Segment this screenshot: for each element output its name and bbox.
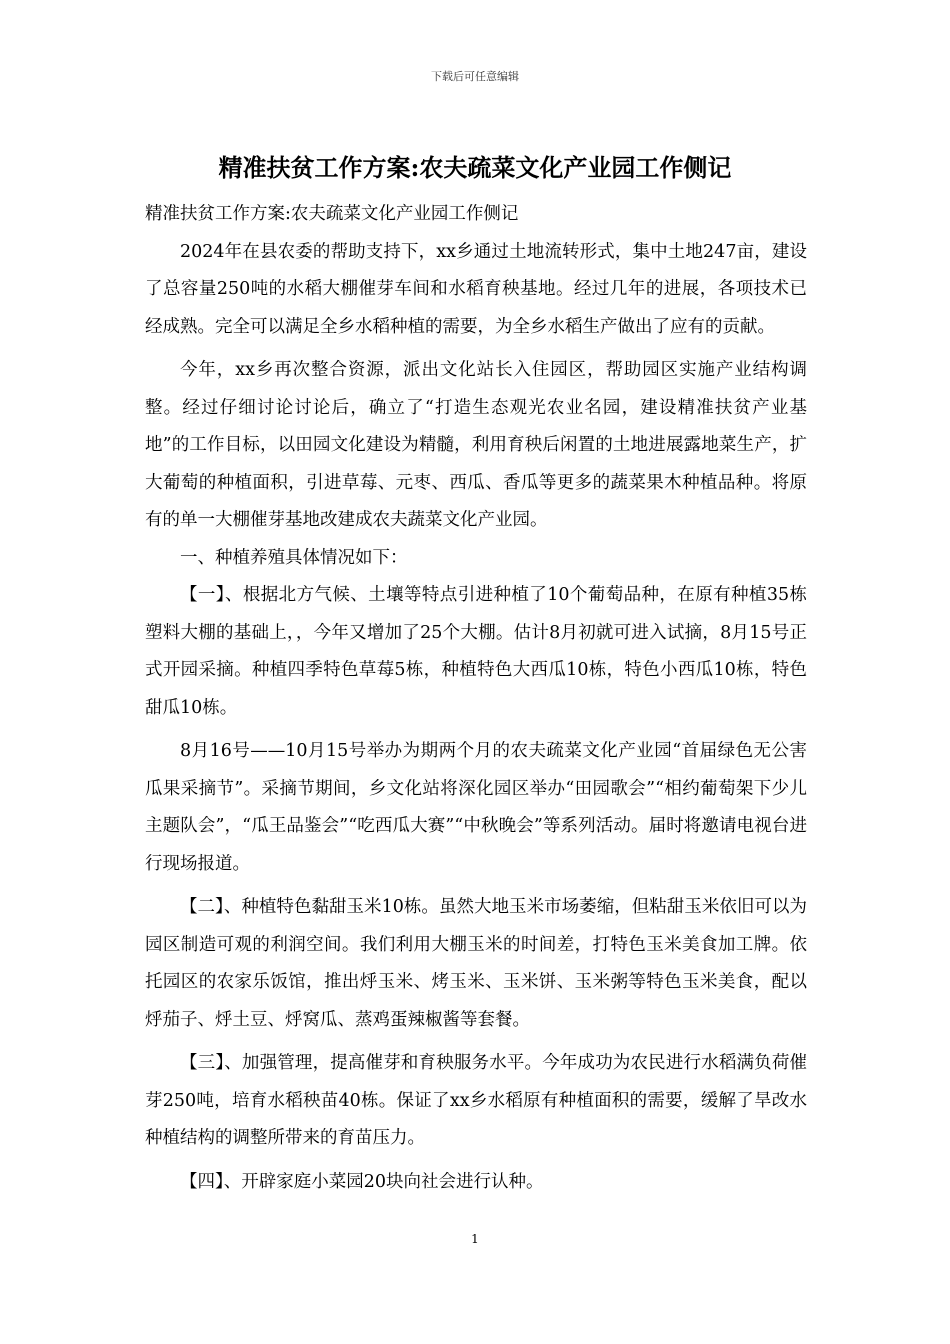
section-heading: 一、种植养殖具体情况如下： [180, 547, 408, 568]
document-title: 精准扶贫工作方案:农夫疏菜文化产业园工作侧记 [218, 153, 732, 182]
paragraph-subtitle: 精准扶贫工作方案:农夫疏菜文化产业园工作侧记 [145, 204, 519, 224]
paragraph-intro: 2024年在县农委的帮助支持下，xx乡通过土地流转形式，集中土地247亩，建设了总容量250吨的水稻大棚催芽车间和水稻育秧基地。经过几年的进展，各项技术已经成熟。完全可以满足全乡水稻种植的需要，为全乡水稻生产做出了应有的贡献。 [145, 241, 807, 337]
page-number: 1 [471, 1232, 479, 1246]
paragraph-this-year: 今年，xx乡再次整合资源，派出文化站长入住园区，帮助园区实施产业结构调整。经过仔细讨论讨论后，确立了“打造生态观光农业名园，建设精准扶贫产业基地”的工作目标，以田园文化建设为精髓，利用育秧后闲置的土地进展露地菜生产，扩大葡萄的种植面积，引进草莓、元枣、西瓜、香瓜等更多的蔬菜果木种植品种。将原有的单一大棚催芽基地改建成农夫蔬菜文化产业园。 [145, 360, 807, 530]
header-note: 下载后可任意编辑 [431, 70, 519, 83]
paragraph-item-3: 【三】、加强管理，提高催芽和育秧服务水平。今年成功为农民进行水稻满负荷催芽250吨，培育水稻秧苗40栋。保证了xx乡水稻原有种植面积的需要，缓解了旱改水种植结构的调整所带来的育苗压力。 [145, 1053, 807, 1148]
paragraph-item-1: 【一】、根据北方气候、土壤等特点引进种植了10个葡萄品种，在原有种植35栋塑料大棚的基础上，，今年又增加了25个大棚。估计8月初就可进入试摘，8月15号正式开园采摘。种植四季特色草莓5栋，种植特色大西瓜10栋，特色小西瓜10栋，特色甜瓜10栋。 [145, 585, 807, 718]
paragraph-item-2: 【二】、种植特色黏甜玉米10栋。虽然大地玉米市场萎缩，但粘甜玉米依旧可以为园区制造可观的利润空间。我们利用大棚玉米的时间差，打特色玉米美食加工牌。依托园区的农家乐饭馆，推出烀玉米、烤玉米、玉米饼、玉米粥等特色玉米美食，配以烀茄子、烀土豆、烀窝瓜、蒸鸡蛋辣椒酱等套餐。 [145, 897, 807, 1030]
paragraph-festival: 8月16号——10月15号举办为期两个月的农夫疏菜文化产业园“首届绿色无公害瓜果采摘节”。采摘节期间，乡文化站将深化园区举办“田园歌会”“相约葡萄架下少儿主题队会”，“瓜王品鉴会”“吃西瓜大赛”“中秋晚会”等系列活动。届时将邀请电视台进行现场报道。 [145, 741, 807, 874]
paragraph-item-4: 【四】、开辟家庭小菜园20块向社会进行认种。 [180, 1171, 544, 1192]
document-body [145, 196, 807, 1201]
